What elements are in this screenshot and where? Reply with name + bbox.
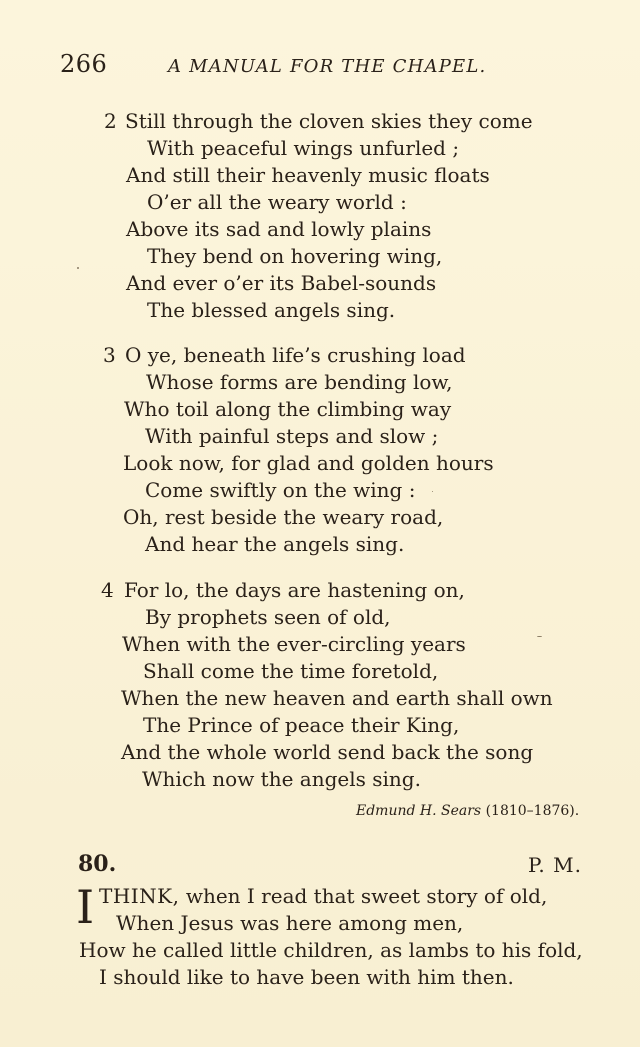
author-years: (1810–1876). bbox=[485, 803, 580, 819]
stanza-number: 3 bbox=[103, 343, 116, 367]
hymn-line: I should like to have been with him then. bbox=[99, 965, 514, 989]
paper-speck bbox=[537, 636, 542, 637]
stanza-line: O’er all the weary world : bbox=[147, 190, 407, 214]
hymn-line: When Jesus was here among men, bbox=[116, 911, 464, 935]
stanza-line: Who toil along the climbing way bbox=[124, 397, 452, 421]
stanza-line: When with the ever-circling years bbox=[122, 632, 466, 656]
page-number: 266 bbox=[60, 50, 108, 78]
stanza-line: Come swiftly on the wing : bbox=[145, 478, 416, 502]
running-title: A MANUAL FOR THE CHAPEL. bbox=[168, 56, 487, 77]
stanza-line: And the whole world send back the song bbox=[121, 740, 534, 764]
stanza-line: And hear the angels sing. bbox=[145, 532, 405, 556]
hymn-line: How he called little children, as lambs to his fold, bbox=[79, 938, 583, 962]
stanza-line: Which now the angels sing. bbox=[142, 767, 421, 791]
hymn-first-line bbox=[99, 886, 547, 906]
stanza-line: They bend on hovering wing, bbox=[147, 244, 443, 268]
first-line-rest: when I read that sweet story of old, bbox=[179, 884, 548, 908]
stanza-line: O ye, beneath life’s crushing load bbox=[125, 343, 466, 367]
first-word-smallcaps: THINK, bbox=[99, 884, 180, 908]
hymn-meter: P. M. bbox=[528, 853, 582, 877]
author-name: Edmund H. Sears bbox=[356, 803, 482, 819]
stanza-line: By prophets seen of old, bbox=[145, 605, 391, 629]
stanza-line: Shall come the time foretold, bbox=[143, 659, 439, 683]
stanza-line: Whose forms are bending low, bbox=[146, 370, 453, 394]
paper-speck bbox=[432, 491, 433, 492]
stanza-number: 4 bbox=[101, 578, 114, 602]
stanza-line: Look now, for glad and golden hours bbox=[123, 451, 494, 475]
stanza-line: For lo, the days are hastening on, bbox=[124, 578, 465, 602]
attribution bbox=[356, 803, 579, 819]
stanza-line: With peaceful wings unfurled ; bbox=[147, 136, 460, 160]
paper-speck bbox=[77, 267, 79, 269]
hymn-number: 80. bbox=[78, 851, 117, 877]
stanza-line: With painful steps and slow ; bbox=[145, 424, 439, 448]
stanza-number: 2 bbox=[104, 109, 117, 133]
stanza-line: When the new heaven and earth shall own bbox=[121, 686, 553, 710]
stanza-line: Oh, rest beside the weary road, bbox=[123, 505, 444, 529]
stanza-line: The Prince of peace their King, bbox=[143, 713, 460, 737]
stanza-line: The blessed angels sing. bbox=[147, 298, 396, 322]
stanza-line: Still through the cloven skies they come bbox=[125, 109, 533, 133]
stanza-line: And still their heavenly music floats bbox=[126, 163, 490, 187]
drop-cap: I bbox=[76, 880, 95, 934]
stanza-line: And ever o’er its Babel-sounds bbox=[126, 271, 437, 295]
stanza-line: Above its sad and lowly plains bbox=[126, 217, 432, 241]
